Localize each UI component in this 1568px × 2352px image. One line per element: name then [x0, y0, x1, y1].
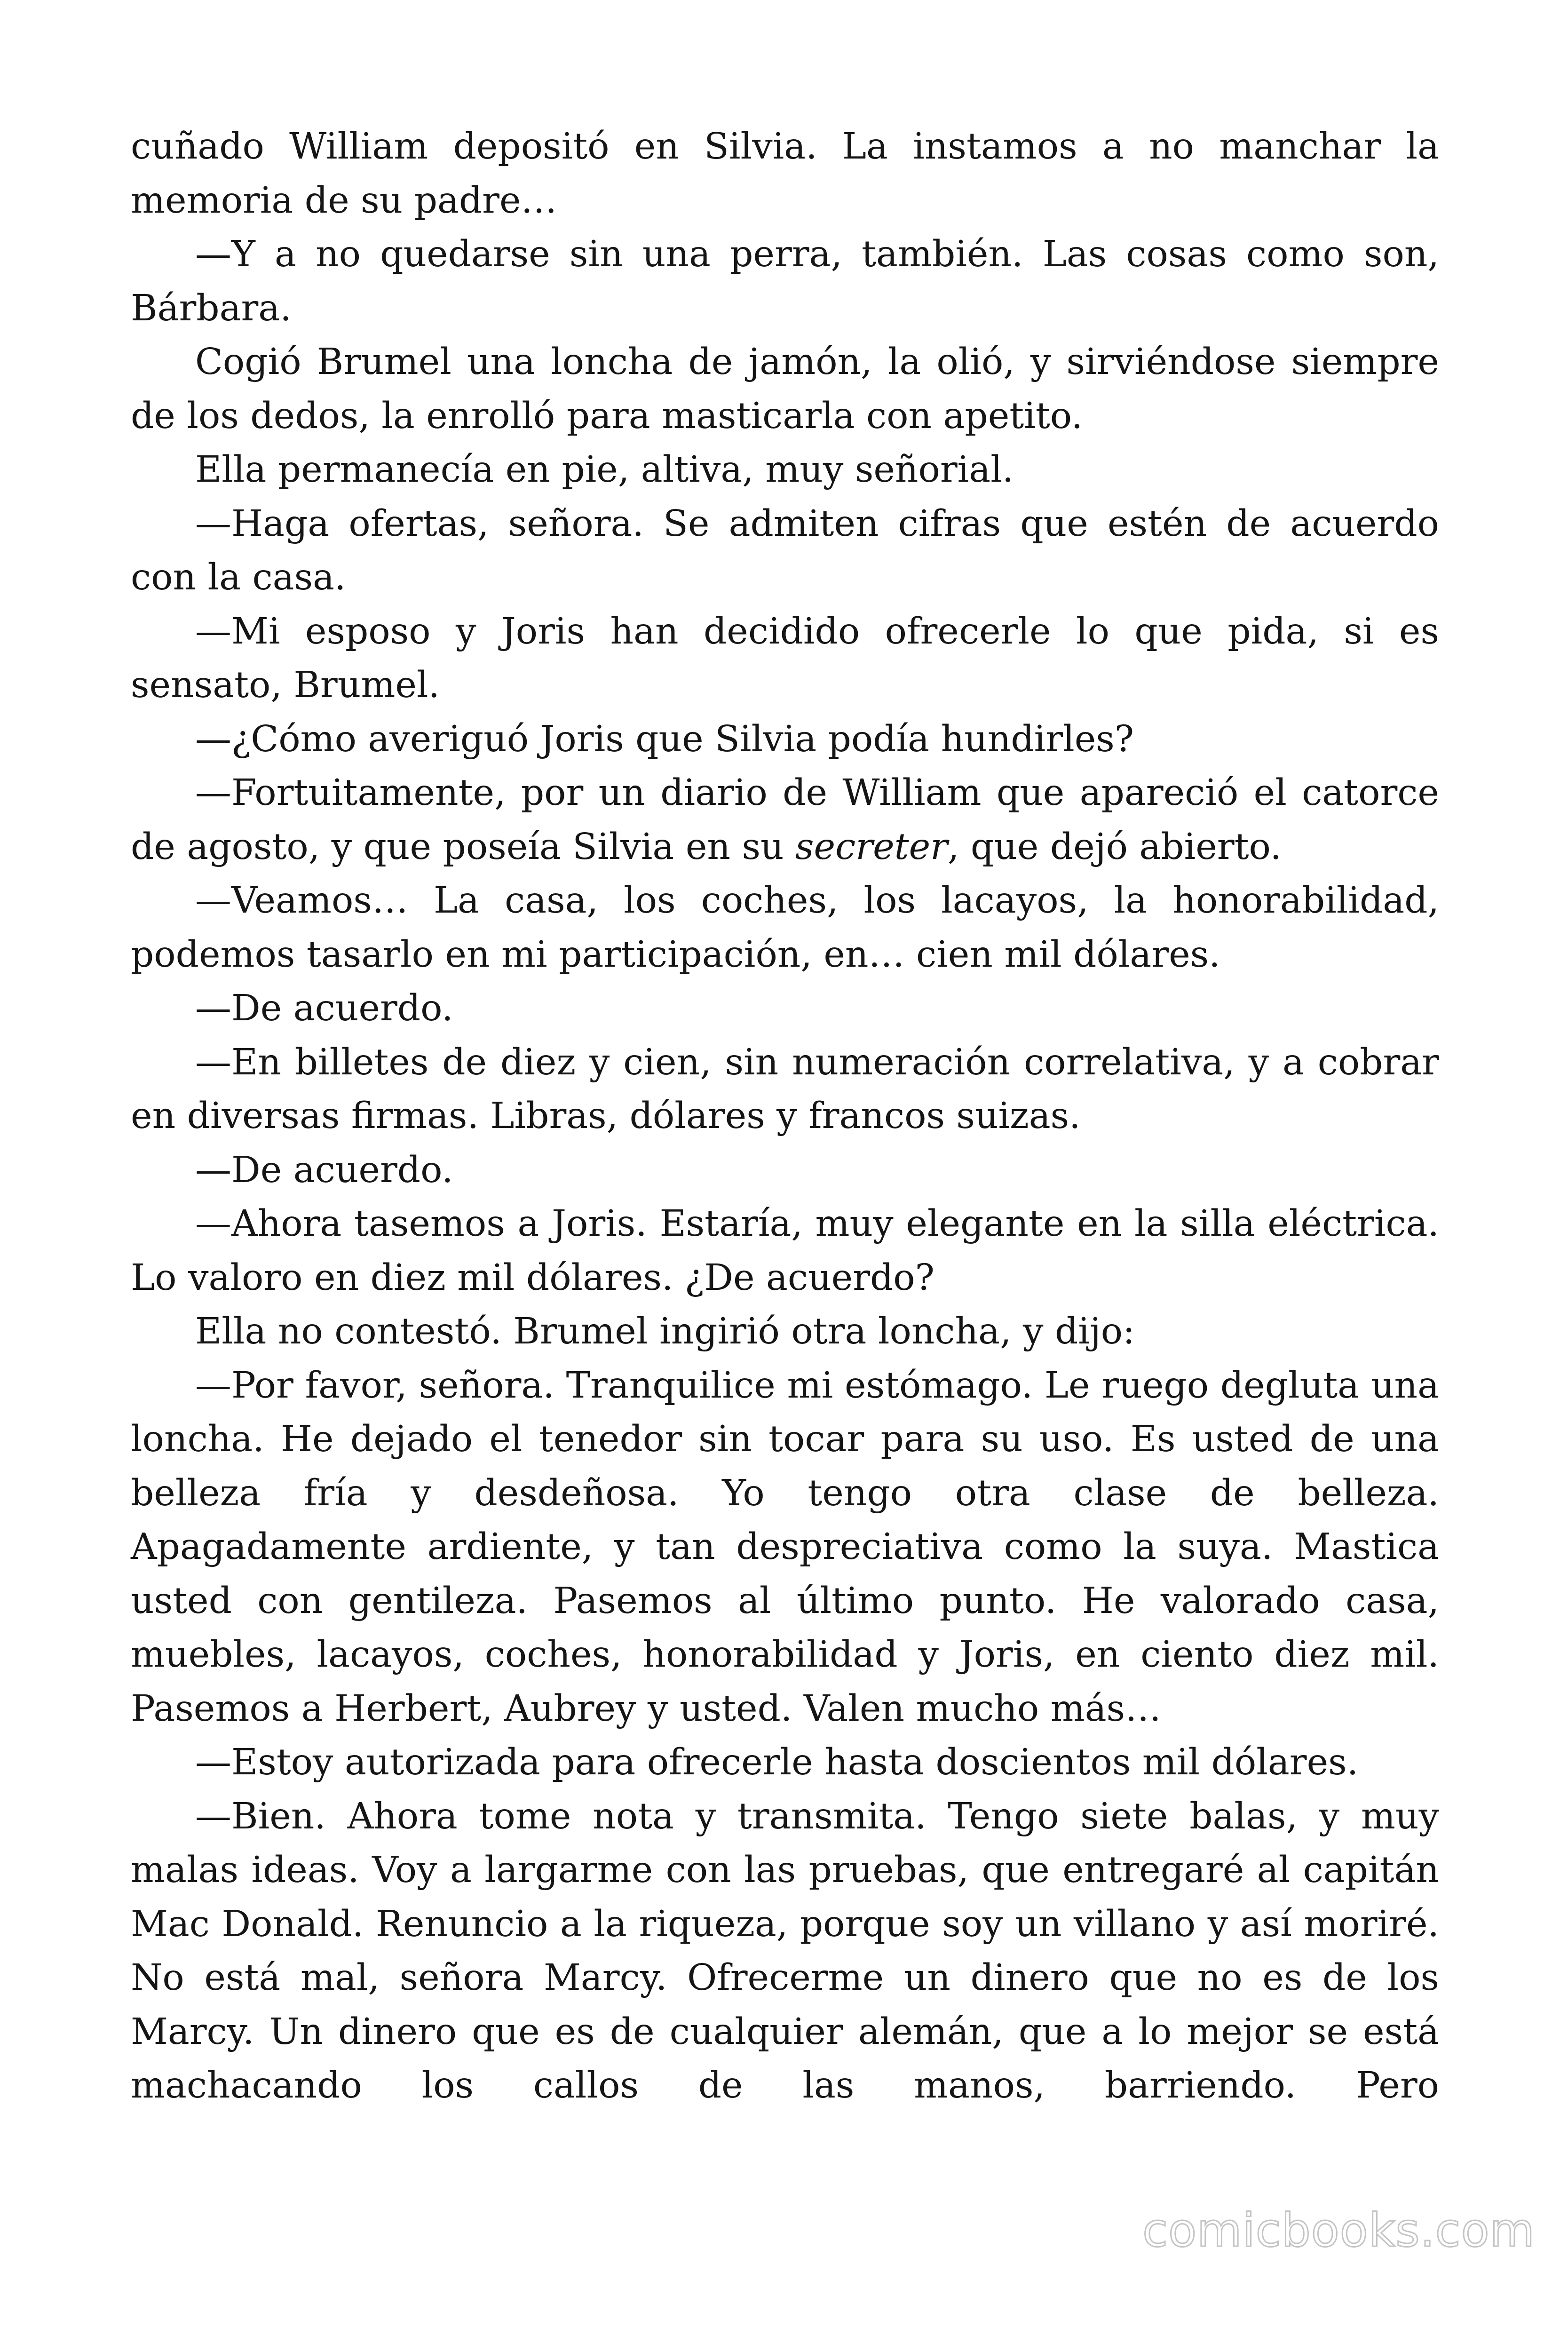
- paragraph-text: —Bien. Ahora tome nota y transmita. Tengo siete balas, y muy malas ideas. Voy a largarme con las pruebas, que entregaré al capitán Mac Donald. Renuncio a la riqueza, porque soy un villano y así moriré. No está mal, señora Marcy. Ofrecerme un dinero que no es de los Marcy. Un dinero que es de cualquier alemán, que a lo mejor se está machacando los callos de las manos, barriendo. Pero: [131, 1795, 1439, 2106]
- paragraph: [131, 1036, 1439, 1144]
- paragraph-text: —Mi esposo y Joris han decidido ofrecerle lo que pida, si es sensato, Brumel.: [131, 610, 1439, 706]
- watermark: comicbooks.com: [1142, 2204, 1535, 2257]
- paragraph-text: —Veamos… La casa, los coches, los lacayos, la honorabilidad, podemos tasarlo en mi participación, en… cien mil dólares.: [131, 880, 1439, 976]
- paragraph-text: cuñado William depositó en Silvia. La instamos a no manchar la memoria de su padre…: [131, 126, 1439, 222]
- paragraph-text: —Y a no quedarse sin una perra, también. Las cosas como son, Bárbara.: [131, 233, 1439, 329]
- paragraph: [131, 443, 1439, 497]
- paragraph: [131, 335, 1439, 443]
- paragraph: [131, 1197, 1439, 1305]
- paragraph: [131, 766, 1439, 874]
- paragraph: [131, 605, 1439, 713]
- paragraph: [131, 982, 1439, 1036]
- paragraph-text: —En billetes de diez y cien, sin numeración correlativa, y a cobrar en diversas firmas. Libras, dólares y francos suizas.: [131, 1041, 1439, 1137]
- paragraph: [131, 1144, 1439, 1198]
- paragraph: [131, 497, 1439, 605]
- paragraph: [131, 1305, 1439, 1359]
- paragraph-text: —¿Cómo averiguó Joris que Silvia podía hundirles?: [195, 718, 1134, 760]
- paragraph-text: —De acuerdo.: [195, 1149, 453, 1191]
- paragraph: [131, 228, 1439, 335]
- paragraph-text: —Estoy autorizada para ofrecerle hasta doscientos mil dólares.: [195, 1741, 1359, 1783]
- book-page-text: [131, 120, 1439, 2113]
- paragraph-text: Ella no contestó. Brumel ingirió otra loncha, y dijo:: [195, 1311, 1135, 1352]
- paragraph-text: —Fortuitamente, por un diario de William que apareció el catorce de agosto, y que poseía Silvia en su: [131, 772, 1439, 868]
- paragraph: [131, 120, 1439, 228]
- paragraph: [131, 1736, 1439, 1790]
- paragraph-text: , que dejó abierto.: [947, 826, 1282, 868]
- paragraph-text: Cogió Brumel una loncha de jamón, la olió, y sirviéndose siempre de los dedos, la enrolló para masticarla con apetito.: [131, 341, 1439, 437]
- paragraph: [131, 1790, 1439, 2113]
- paragraph-text: —Por favor, señora. Tranquilice mi estómago. Le ruego degluta una loncha. He dejado el tenedor sin tocar para su uso. Es usted de una belleza fría y desdeñosa. Yo tengo otra clase de belleza. Apagadamente ardiente, y tan despreciativa como la suya. Mastica usted con gentileza. Pasemos al último punto. He valorado casa, muebles, lacayos, coches, honorabilidad y Joris, en ciento diez mil. Pasemos a Herbert, Aubrey y usted. Valen mucho más…: [131, 1364, 1439, 1730]
- paragraph-text: —Ahora tasemos a Joris. Estaría, muy elegante en la silla eléctrica. Lo valoro en diez mil dólares. ¿De acuerdo?: [131, 1203, 1439, 1299]
- paragraph: [131, 874, 1439, 982]
- italic-word: secreter: [795, 826, 948, 868]
- paragraph-text: —De acuerdo.: [195, 987, 453, 1029]
- paragraph-text: —Haga ofertas, señora. Se admiten cifras que estén de acuerdo con la casa.: [131, 502, 1439, 598]
- paragraph: [131, 1359, 1439, 1736]
- paragraph: [131, 713, 1439, 767]
- paragraph-text: Ella permanecía en pie, altiva, muy señorial.: [195, 449, 1014, 491]
